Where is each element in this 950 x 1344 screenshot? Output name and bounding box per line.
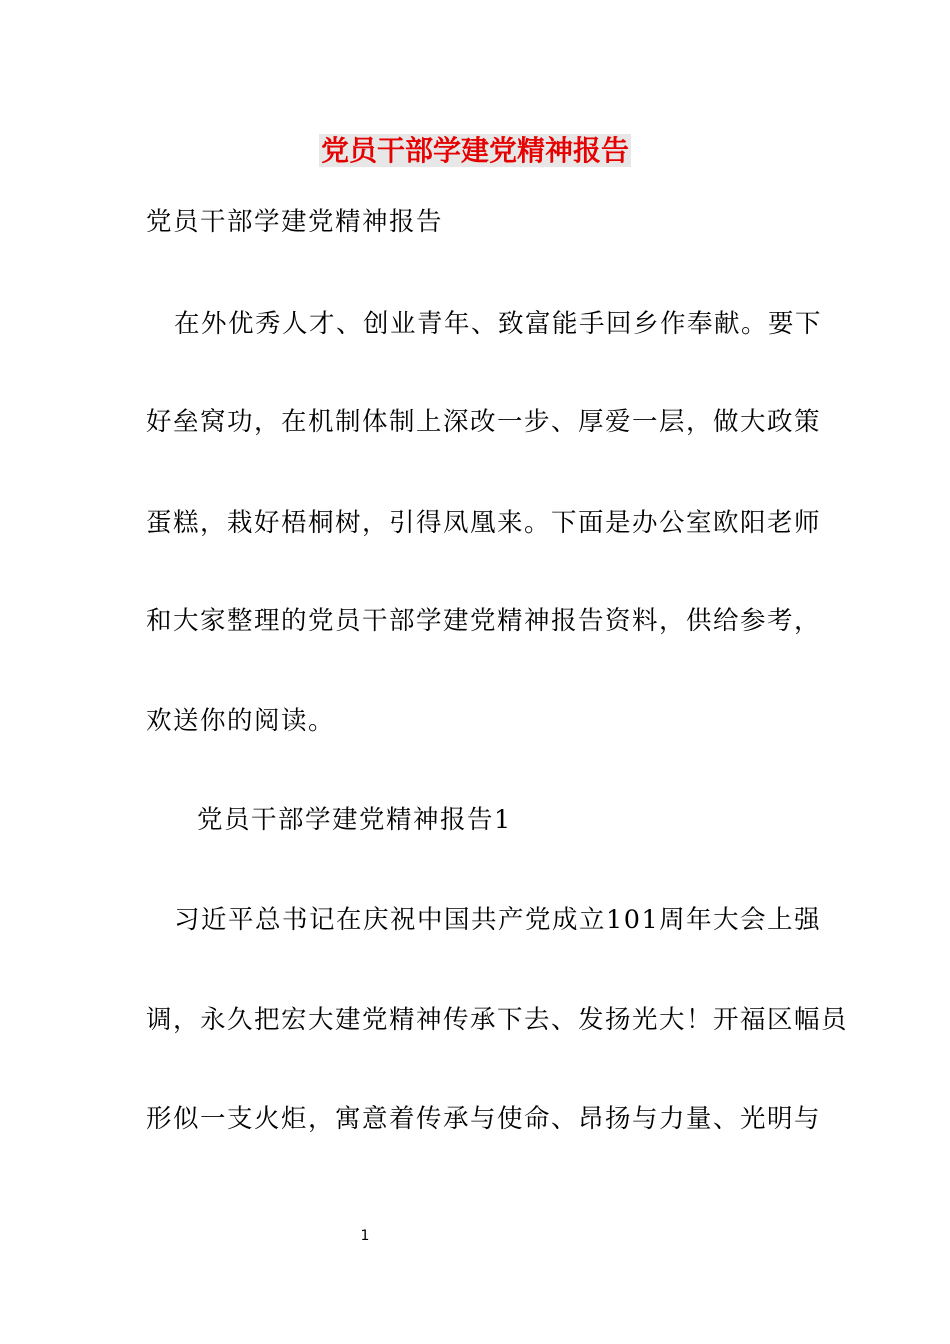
section-heading: 党员干部学建党精神报告1: [197, 805, 512, 835]
paragraph-line: 蛋糕，栽好梧桐树，引得凤凰来。下面是办公室欧阳老师: [146, 508, 822, 538]
page-number: 1: [360, 1228, 370, 1244]
paragraph-line: 和大家整理的党员干部学建党精神报告资料，供给参考，: [146, 606, 822, 636]
page-title: [0, 131, 950, 171]
paragraph-line: 形似一支火炬，寓意着传承与使命、昂扬与力量、光明与: [146, 1104, 822, 1134]
paragraph-line: 在外优秀人才、创业青年、致富能手回乡作奉献。要下: [174, 309, 823, 339]
page-title-text: 党员干部学建党精神报告: [320, 134, 629, 167]
document-subtitle: 党员干部学建党精神报告: [146, 207, 444, 237]
paragraph-line: 调，永久把宏大建党精神传承下去、发扬光大！开福区幅员: [146, 1005, 849, 1035]
paragraph-line: 好垒窝功，在机制体制上深改一步、厚爱一层，做大政策: [146, 407, 822, 437]
paragraph-line: 习近平总书记在庆祝中国共产党成立101周年大会上强: [174, 905, 822, 935]
paragraph-line: 欢送你的阅读。: [146, 706, 336, 736]
